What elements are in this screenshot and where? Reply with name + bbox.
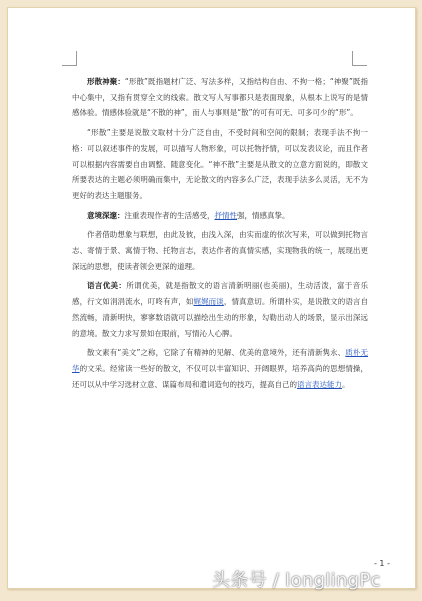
paragraph-text: 所谓优美，就是指散文的语言清新明丽(也美丽)，生动活泼，富于音乐感，行文如涓涓流水，叮咚有声，如 [72,281,369,307]
document-body [72,74,368,396]
paragraph-text: 。 [342,379,350,389]
page-number: - 1 - [374,559,390,568]
paragraph-text: ，情真意切。所谓朴实，是说散文的语言自然流畅，清新明快，寥寥数语就可以描绘出生动的形象，勾勒出动人的场景，显示出深远的意境。散文力求写景如在眼前，写情沁人心脾。 [72,297,369,338]
paragraph-form-spirit [72,74,368,121]
crop-mark-top-left [62,51,77,66]
paragraph-imagination [72,227,368,274]
paragraph-beautiful-prose [72,345,368,392]
paragraph-text: “形散”主要是说散文取材十分广泛自由，不受时间和空间的限制；表现手法不拘一格：可以叙述事件的发展，可以描写人物形象，可以托物抒情，可以发表议论，而且作者可以根据内容需要自由调整、随意变化。“神不散”主要是从散文的立意方面说的，即散文所要表达的主题必须明确而集中，无论散文的内容多么广泛，表现手法多么灵活，无不为更好的表达主题服务。 [72,128,368,200]
paragraph-text: 的文采。经常读一些好的散文，不仅可以丰富知识、开阔眼界，培养高尚的思想情操，还可以从中学习选材立意、谋篇布局和遣词造句的技巧，提高自己的 [72,363,368,389]
paragraph-text: 注重表现作者的生活感受， [124,210,215,220]
watermark: 头条号 / longlingPc [212,570,381,591]
link-language-expression[interactable]: 语言表达能力 [297,379,342,389]
heading-language: 语言优美： [87,281,127,291]
paragraph-text: “形散”既指题材广泛、写法多样，又指结构自由、不拘一格；“神聚”既指中心集中，又指有贯穿全文的线索。散文写人写事都只是表面现象，从根本上说写的是情感体验。情感体验就是“不散的神”，而人与事则是“散”的可有可无、可多可少的“形”。 [72,77,369,118]
crop-mark-top-right [352,51,367,66]
paragraph-artistic-conception [72,208,368,224]
paragraph-language [72,278,368,341]
heading-form-spirit: 形散神聚： [87,77,125,86]
paragraph-text: 作者借助想象与联想，由此及彼，由浅入深，由实而虚的依次写来，可以做到托物言志、寄情于景、寓情于物、托物言志，表达作者的真情实感，实现物我的统一，展现出更深远的思想，使读者领会更深的道理。 [72,230,368,271]
paragraph-text: 散文素有“美文”之称，它除了有精神的见解、优美的意境外，还有清新隽永、 [87,348,346,358]
document-page [7,7,416,589]
link-gentle-talk[interactable]: 娓娓而谈 [193,297,224,307]
link-lyricism[interactable]: 抒情性 [214,210,237,220]
paragraph-text: 强，情感真挚。 [237,210,290,220]
link-plain-simple[interactable]: 质朴无华 [72,348,369,373]
heading-artistic-conception: 意境深邃： [87,210,125,220]
paragraph-form-explain [72,125,368,204]
